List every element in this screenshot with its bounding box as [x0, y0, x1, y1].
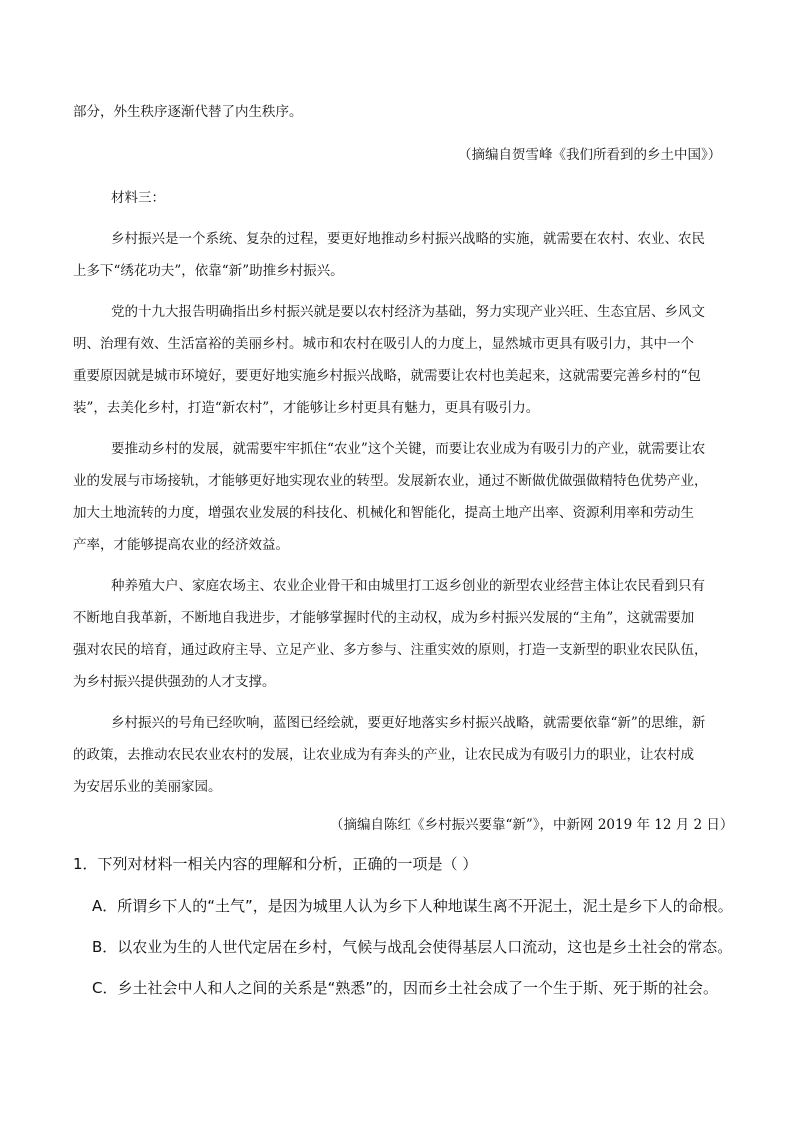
- paragraph-line: 要推动乡村的发展，就需要牢牢抓住“农业”这个关键，而要让农业成为有吸引力的产业，就需要让农: [111, 441, 706, 457]
- paragraph-line: 的政策，去推动农民农业农村的发展，让农业成为有奔头的产业，让农民成为有吸引力的职业，让农村成: [73, 747, 694, 763]
- paragraph-line: 产率，才能够提高农业的经济效益。: [73, 537, 289, 553]
- paragraph-line: 种养殖大户、家庭农场主、农业企业骨干和由城里打工返乡创业的新型农业经营主体让农民看到只有: [111, 578, 705, 594]
- paragraph-line: 强对农民的培育，通过政府主导、立足产业、多方参与、注重实效的原则，打造一支新型的职业农民队伍，: [73, 642, 708, 658]
- paragraph-line: 为乡村振兴提供强劲的人才支撑。: [73, 674, 276, 690]
- question-stem: 1．下列对材料一相关内容的理解和分析，正确的一项是（ ）: [73, 855, 478, 873]
- paragraph-line: 不断地自我革新，不断地自我进步，才能够掌握时代的主动权，成为乡村振兴发展的“主角”，这就需要加: [73, 610, 695, 626]
- paragraph-line: 乡村振兴是一个系统、复杂的过程，要更好地推动乡村振兴战略的实施，就需要在农村、农业、农民: [111, 231, 705, 247]
- paragraph-line: 党的十九大报告明确指出乡村振兴就是要以农村经济为基础，努力实现产业兴旺、生态宜居、乡风文: [111, 304, 705, 320]
- continued-paragraph-line: 部分，外生秩序逐渐代替了内生秩序。: [73, 104, 303, 120]
- answer-option-c: C．乡土社会中人和人之间的关系是“熟悉”的，因而乡土社会成了一个生于斯、死于斯的社会。: [92, 979, 719, 997]
- source-citation: （摘编自贺雪峰《我们所看到的乡土中国》）: [458, 147, 722, 163]
- paragraph-line: 乡村振兴的号角已经吹响，蓝图已经绘就，要更好地落实乡村振兴战略，就需要依靠“新”的思维，新: [111, 715, 706, 731]
- source-citation: （摘编自陈红《乡村振兴要靠“新”》，中新网 2019 年 12 月 2 日）: [330, 817, 734, 833]
- paragraph-line: 为安居乐业的美丽家园。: [73, 779, 222, 795]
- paragraph-line: 重要原因就是城市环境好，要更好地实施乡村振兴战略，就需要让农村也美起来，这就需要完善乡村的“包: [73, 368, 701, 384]
- answer-option-b: B．以农业为生的人世代定居在乡村，气候与战乱会使得基层人口流动，这也是乡土社会的常态。: [92, 938, 733, 956]
- paragraph-line: 装”，去美化乡村，打造“新农村”，才能够让乡村更具有魅力，更具有吸引力。: [73, 400, 540, 416]
- paragraph-line: 上多下“绣花功夫”，依靠“新”助推乡村振兴。: [73, 263, 344, 279]
- paragraph-line: 业的发展与市场接轨，才能够更好地实现农业的转型。发展新农业，通过不断做优做强做精特色优势产业，: [73, 473, 708, 489]
- paragraph-line: 加大土地流转的力度，增强农业发展的科技化、机械化和智能化，提高土地产出率、资源利用率和劳动生: [73, 505, 694, 521]
- paragraph-line: 明、治理有效、生活富裕的美丽乡村。城市和农村在吸引人的力度上，显然城市更具有吸引力，其中一个: [73, 336, 694, 352]
- section-heading: 材料三：: [111, 190, 165, 206]
- answer-option-a: A．所谓乡下人的“土气”，是因为城里人认为乡下人种地谋生离不开泥土，泥土是乡下人的命根。: [92, 897, 733, 915]
